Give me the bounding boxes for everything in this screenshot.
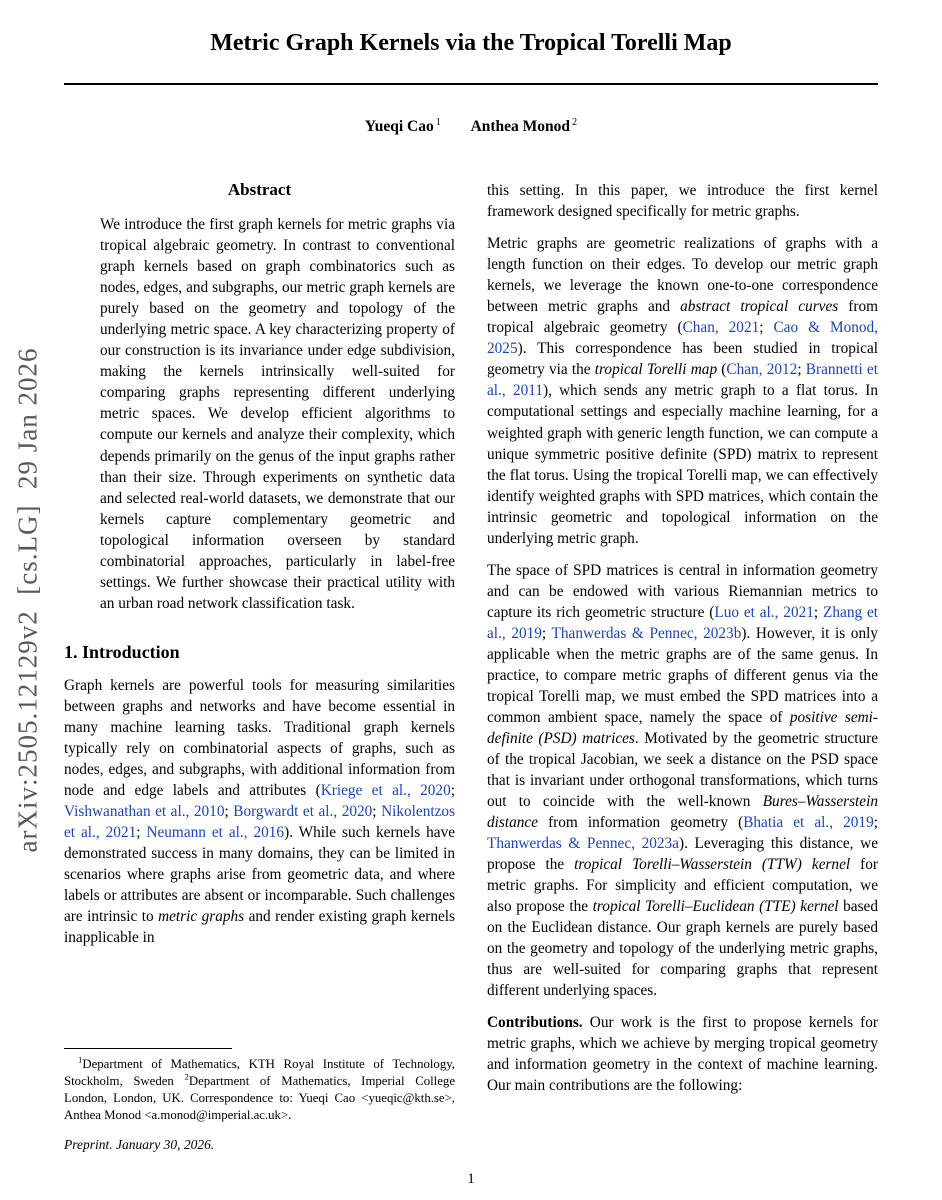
text-segment: ; (541, 624, 552, 642)
author-line (64, 117, 878, 136)
citation-link[interactable]: Chan, 2012 (726, 361, 798, 379)
text-segment: for metric graphs. For simplicity and efficient computation, we also propose the (487, 856, 878, 916)
text-segment: ; (450, 781, 455, 799)
text-segment: 1 (78, 1054, 83, 1065)
footnote-divider (64, 1048, 232, 1049)
citation-link[interactable]: Cao & Monod, 2025 (487, 319, 878, 358)
text-segment: ; (873, 814, 878, 832)
text-segment: Our work is the first to propose kernels for metric graphs, which we achieve by merging tropical geometry and information geometry in the context of machine learning. Our main contributions are the following: (487, 1014, 878, 1095)
author (365, 118, 441, 135)
body-paragraph (487, 180, 878, 222)
text-segment: and render existing graph kernels inapplicable in (64, 908, 455, 947)
arxiv-watermark: arXiv:2505.12129v2 [cs.LG] 29 Jan 2026 (12, 347, 43, 853)
text-segment: . Motivated by the geometric structure of the tropical Jacobian, we seek a distance on the PSD space that is invariant under orthogonal transformations, which turns out to coincide with the well-known (487, 729, 878, 811)
text-segment: positive semi-definite (PSD) matrices (487, 708, 878, 747)
citation-link[interactable]: Borgwardt et al., 2020 (233, 802, 373, 820)
citation-link[interactable]: Zhang et al., 2019 (487, 603, 879, 642)
text-segment: based on the Euclidean distance. Our graph kernels are purely based on the geometry and topology of the underlying metric graphs, thus are well-suited for comparing graphs that represent different underlying spaces. (487, 898, 878, 1000)
citation-link[interactable]: Chan, 2021 (682, 319, 760, 337)
text-segment: tropical Torelli–Wasserstein (TTW) kernel (574, 856, 851, 874)
left-column (64, 180, 455, 1153)
citation-link[interactable]: Neumann et al., 2016 (146, 823, 285, 841)
citation-link[interactable]: Vishwanathan et al., 2010 (64, 802, 225, 820)
text-segment: ). However, it is only applicable when the metric graphs are of the same genus. In practice, to compare metric graphs of different genus via the tropical Torelli map, we must embed the SPD matrices into a common ambient space, namely the space of (487, 624, 878, 726)
text-segment: ). While such kernels have demonstrated success in many domains, they can be limited in scenarios where graphs arise from geometric data, and where labels or attributes are absent or incomparable. Such challenges are intrinsic to (64, 823, 456, 926)
text-segment: ; (797, 361, 806, 379)
author-affiliation-mark: 2 (572, 117, 578, 128)
citation-link[interactable]: Brannetti et al., 2011 (487, 361, 878, 400)
page-content (64, 0, 878, 1153)
author (471, 118, 577, 135)
text-segment: Graph kernels are powerful tools for measuring similarities between graphs and networks and have become essential in many machine learning tasks. Traditional graph kernels typically rely on combinatorial aspects of graphs, such as nodes, edges, and subgraphs, with additional information from node and edge labels and attributes ( (64, 676, 455, 799)
text-segment: tropical Torelli–Euclidean (TTE) kernel (592, 898, 839, 916)
page-number: 1 (467, 1171, 475, 1187)
paper-title: Metric Graph Kernels via the Tropical Torelli Map (210, 30, 732, 56)
section-heading-introduction: 1. Introduction (64, 641, 180, 662)
text-segment: Bures–Wasserstein distance (487, 793, 878, 832)
footnote-area (64, 1048, 455, 1154)
author-affiliation-mark: 1 (435, 117, 441, 128)
text-segment: this setting. In this paper, we introduce the first kernel framework designed specifically for metric graphs. (487, 182, 878, 221)
citation-link[interactable]: Thanwerdas & Pennec, 2023a (487, 835, 679, 853)
text-segment: Metric graphs are geometric realizations of graphs with a length function on their edges. To develop our metric graph kernels, we leverage the known one-to-one correspondence between metric graphs and (487, 235, 878, 316)
text-segment: ). Leveraging this distance, we propose the (487, 835, 878, 874)
author-name: Anthea Monod (470, 118, 571, 136)
text-segment: metric graphs (158, 908, 245, 926)
citation-link[interactable]: Nikolentzos et al., 2021 (64, 802, 456, 841)
citation-link[interactable]: Luo et al., 2021 (714, 603, 814, 621)
author-name: Yueqi Cao (364, 118, 434, 136)
title-divider (64, 83, 878, 85)
body-paragraph (487, 233, 878, 548)
text-segment: ; (136, 823, 147, 841)
text-segment: ; (224, 802, 234, 820)
text-segment: ; (372, 802, 382, 820)
text-segment: ( (717, 361, 727, 379)
citation-link[interactable]: Thanwerdas & Pennec, 2023b (551, 624, 742, 642)
affiliation-footnote (64, 1056, 455, 1125)
text-segment: ), which sends any metric graph to a flat torus. In computational settings and especially machine learning, for a weighted graph with generic length function, we can compute a unique symmetric positive definite (SPD) matrix to represent the flat torus. Using the tropical Torelli map, we can effectively identify weighted graphs with SPD matrices, which contain the intrinsic geometric and topological information on the underlying metric graph. (487, 382, 878, 547)
right-column (487, 180, 878, 1153)
abstract-text: We introduce the first graph kernels for metric graphs via tropical algebraic geometry. In contrast to conventional graph kernels based on graph combinatorics such as nodes, edges, and subgraphs, our metric graph kernels are purely based on the geometry and topology of the underlying metric space. A key characterizing property of our construction is its invariance under edge subdivision, making the kernels intrinsically well-suited for comparing graphs representing different underlying metric spaces. We develop efficient algorithms to compute our kernels and analyze their complexity, which depends primarily on the genus of the input graphs rather than their size. Through experiments on synthetic data and selected real-world datasets, we demonstrate that our kernels capture complementary geometric and topological information overseen by standard combinatorial approaches, particularly in label-free settings. We further showcase their practical utility with an urban road network classification task. (100, 216, 455, 612)
text-segment: Contributions. (487, 1014, 583, 1032)
text-segment: ; (759, 319, 774, 337)
text-segment: Department of Mathematics, Imperial College London, London, UK. Correspondence to: Yueqi Cao <yueqic@kth.se>, Anthea Monod <a.monod@imperial.ac.uk>. (64, 1073, 455, 1123)
text-segment: ). This correspondence has been studied in tropical geometry via the (487, 340, 878, 379)
two-column-body (64, 180, 878, 1153)
abstract-heading: Abstract (227, 180, 292, 200)
body-paragraph (487, 560, 878, 1002)
citation-link[interactable]: Kriege et al., 2020 (320, 781, 451, 799)
text-segment: 2 (184, 1071, 189, 1082)
text-segment: ; (813, 603, 824, 621)
introduction-paragraph (64, 675, 455, 948)
text-segment: tropical Torelli map (594, 361, 718, 379)
text-segment: from information geometry ( (537, 814, 744, 832)
contributions-paragraph (487, 1012, 878, 1096)
text-segment: abstract tropical curves (680, 298, 839, 316)
text-segment: Department of Mathematics, KTH Royal Institute of Technology, Stockholm, Sweden (64, 1056, 455, 1088)
text-segment: from tropical algebraic geometry ( (487, 298, 878, 337)
citation-link[interactable]: Bhatia et al., 2019 (743, 814, 874, 832)
text-segment: The space of SPD matrices is central in information geometry and can be endowed with various Riemannian metrics to capture its rich geometric structure ( (487, 561, 878, 621)
preprint-note: Preprint. January 30, 2026. (64, 1137, 215, 1153)
